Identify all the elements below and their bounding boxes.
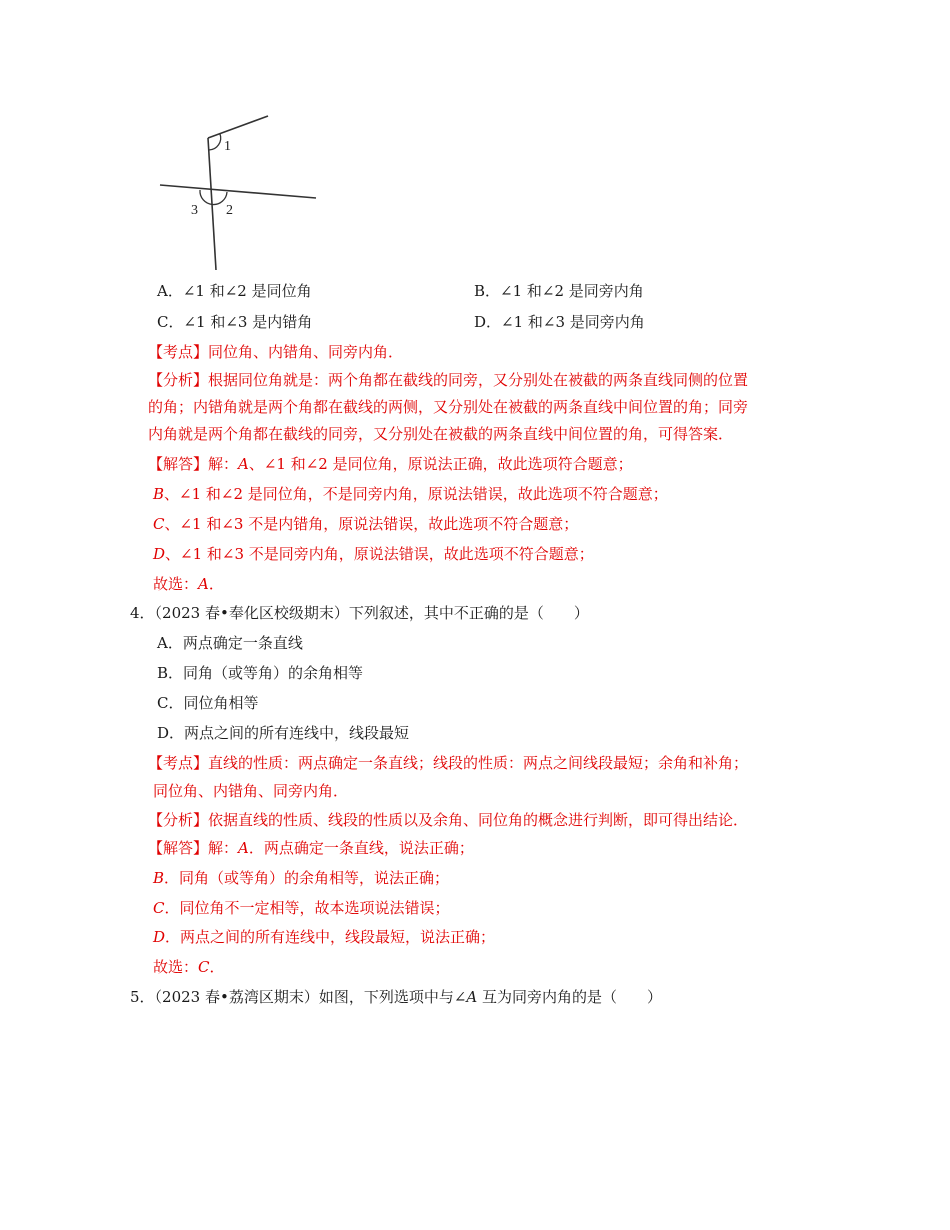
jieda-text: 、∠1 和∠3 不是同旁内角，原说法错误，故此选项不符合题意； [165,545,594,563]
jieda-text: 、∠1 和∠3 不是内错角，原说法错误，故此选项不符合题意； [164,515,579,533]
angle-figure [150,110,330,275]
jieda-text: ．两点确定一条直线，说法正确； [248,839,474,857]
q3-jieda-d [153,544,594,564]
top-ray [208,116,268,138]
horizontal-line [160,185,316,198]
jieda-text: 、∠1 和∠2 是同位角，不是同旁内角，原说法错误，故此选项不符合题意； [164,485,668,503]
answer-prefix: 故选： [153,575,199,593]
q3-kaodian: 【考点】同位角、内错角、同旁内角． [148,343,404,361]
jieda-prefix: 【解答】解： [148,455,239,473]
q3-jieda-b [153,484,668,504]
angle-3-2-arc [200,190,227,205]
q4-fenxi: 【分析】依据直线的性质、线段的性质以及余角、同位角的概念进行判断，即可得出结论． [148,811,749,829]
q5-stem-after: 互为同旁内角的是（ ） [477,988,663,1006]
option-letter: D [153,545,166,563]
answer-letter: A [198,575,209,593]
q4-kaodian-line-1: 【考点】直线的性质：两点确定一条直线；线段的性质：两点之间线段最短；余角和补角； [148,754,749,772]
option-letter: B [153,869,165,887]
answer-letter: C [198,958,210,976]
angle-label-2: 2 [226,203,233,218]
jieda-text: ．同角（或等角）的余角相等，说法正确； [164,869,450,887]
jieda-text: 、∠1 和∠2 是同位角，原说法正确，故此选项符合题意； [248,455,633,473]
angle-label-3: 3 [191,203,198,218]
q4-jieda-c [153,898,450,918]
q5-stem-before: 5．（2023 春•荔湾区期末）如图，下列选项中与∠ [130,988,467,1006]
q3-option-a: A．∠1 和∠2 是同位角 [157,282,312,300]
q4-option-a: A．两点确定一条直线 [157,634,303,652]
answer-prefix: 故选： [153,958,199,976]
option-letter: D [153,928,166,946]
q4-option-b: B．同角（或等角）的余角相等 [157,664,364,682]
jieda-text: ．两点之间的所有连线中，线段最短，说法正确； [165,928,496,946]
q3-fenxi-line-3: 内角就是两个角都在截线的同旁，又分别处在被截的两条直线中间位置的角，可得答案． [148,425,734,443]
q4-stem: 4．（2023 春•奉化区校级期末）下列叙述，其中不正确的是（ ） [130,604,589,622]
q4-option-d: D．两点之间的所有连线中，线段最短 [157,724,410,742]
option-letter: A [238,839,249,857]
q3-jieda-a [148,454,633,474]
jieda-text: ．同位角不一定相等，故本选项说法错误； [164,899,450,917]
q4-jieda-b [153,868,449,888]
option-letter: A [238,455,249,473]
q3-option-d: D．∠1 和∠3 是同旁内角 [474,313,645,331]
q3-fenxi-line-2: 的角；内错角就是两个角都在截线的两侧，又分别处在被截的两条直线中间位置的角；同旁 [148,398,749,416]
option-letter: C [153,899,165,917]
q4-jieda-a [148,838,474,858]
answer-suffix: ． [209,958,225,976]
jieda-prefix: 【解答】解： [148,839,239,857]
option-letter: B [153,485,165,503]
option-letter: C [153,515,165,533]
q4-answer [153,957,225,977]
q3-jieda-c [153,514,578,534]
q5-stem-italic: A [466,988,478,1006]
q4-jieda-d [153,927,495,947]
q3-fenxi-line-1: 【分析】根据同位角就是：两个角都在截线的同旁，又分别处在被截的两条直线同侧的位置 [148,371,749,389]
q4-option-c: C．同位角相等 [157,694,259,712]
q3-option-b: B．∠1 和∠2 是同旁内角 [474,282,644,300]
q4-kaodian-line-2: 同位角、内错角、同旁内角． [153,782,349,800]
q5-stem [130,987,662,1007]
angle-label-1: 1 [224,139,231,154]
q3-answer [153,574,224,594]
answer-suffix: ． [208,575,224,593]
q3-option-c: C．∠1 和∠3 是内错角 [157,313,313,331]
